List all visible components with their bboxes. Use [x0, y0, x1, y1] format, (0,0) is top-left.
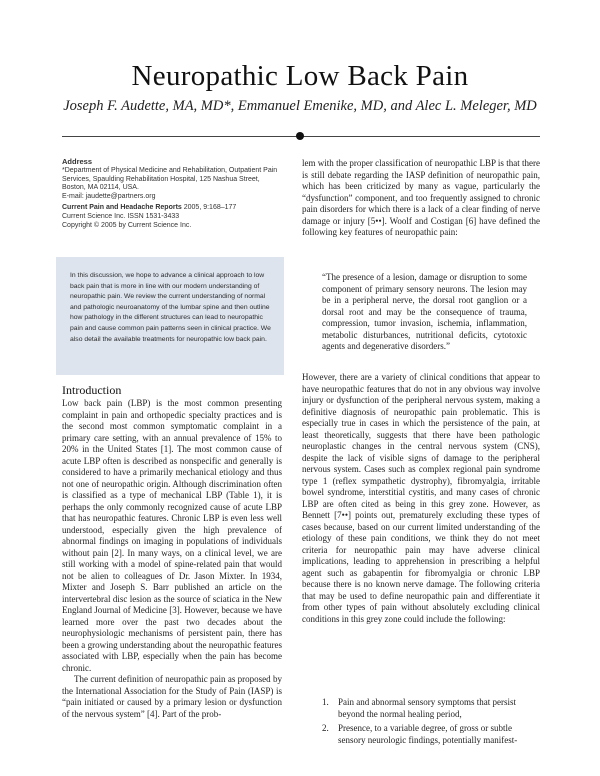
list-number: 2. [322, 723, 329, 733]
section-heading-introduction: Introduction [62, 383, 122, 397]
paragraph: Low back pain (LBP) is the most common presenting complaint in pain and orthopedic specialty practices and is the second most common symptomatic complaint in a primary care setting, with an annual prevalence of 15% to 20% in the United States [1]. The most common cause of acute LBP often is described as nonspecific and generally is considered to have a primarily mechanical etiology and thus not one of neuropathic origin. Although discrimination often is classified as a type of mechanical LBP (Table 1), it is perhaps the only commonly recognized cause of acute LBP that has neuropathic features. Chronic LBP is even less well understood, especially given the high prevalence of abnormal findings on imaging in populations of individuals without pain [2]. In many ways, on a clinical level, we are still working with a model of spine-related pain that would not be alien to colleagues of Dr. Jason Mixter. In 1934, Mixter and Joseph S. Barr published an article on the intervertebral disc lesion as the source of sciatica in the New England Journal of Medicine [3]. However, because we have learned more over the past two decades about the neurophysiologic mechanisms of persistent pain, there has been a growing understanding about the neuropathic features associated with LBP, especially when the pain has become chronic. [62, 398, 282, 673]
rule-dot [296, 132, 304, 140]
address-email: E-mail: jaudette@partners.org [62, 193, 156, 201]
abstract-box: In this discussion, we hope to advance a clinical approach to low back pain that is more in line with our modern understanding of neuropathic pain. We review the current understanding of normal and pathologic neuroanatomy of the lumbar spine and then outline how pathology in the different structures can lead to neuropathic pain and cause common pain patterns seen in clinical practice. We also detail the available treatments for neuropathic low back pain. [56, 257, 284, 375]
article-title: Neuropathic Low Back Pain [131, 60, 469, 92]
issn-line: Current Science Inc. ISSN 1531-3433 [62, 212, 180, 220]
list-text: Presence, to a variable degree, of gross or subtle sensory neurologic findings, potentially manifest- [338, 723, 518, 745]
criteria-list [322, 697, 540, 749]
right-column-top [302, 158, 540, 239]
left-column-text [62, 398, 282, 720]
address-block [62, 158, 282, 230]
journal-citation [62, 204, 282, 213]
address-line: Services, Spaulding Rehabilitation Hospital, 125 Nashua Street, [62, 175, 260, 183]
author-line: Joseph F. Audette, MA, MD*, Emmanuel Emenike, MD, and Alec L. Meleger, MD [63, 98, 537, 114]
address-line: *Department of Physical Medicine and Rehabilitation, Outpatient Pain [62, 166, 278, 174]
block-quote: “The presence of a lesion, damage or disruption to some component of primary sensory neurons. The lesion may be in a peripheral nerve, the dorsal root ganglion or a dorsal root and may be the consequence of trauma, compression, tumor invasion, ischemia, inflammation, metabolic disturbances, nutritional deficits, cytotoxic agents and degenerative disorders.” [322, 272, 527, 351]
address-label: Address [62, 157, 93, 166]
right-column-body [302, 372, 540, 625]
journal-volume: 2005, 9:168–177 [181, 203, 237, 211]
list-item [322, 723, 540, 746]
paragraph: The current definition of neuropathic pain as proposed by the International Association for the Study of Pain (IASP) is “pain initiated or caused by a primary lesion or dysfunction of the nervous system” [4]. Part of the prob- [62, 674, 282, 719]
list-number: 1. [322, 697, 329, 707]
list-text: Pain and abnormal sensory symptoms that persist beyond the normal healing period, [338, 697, 516, 719]
address-line: Boston, MA 02114, USA. [62, 184, 139, 192]
list-item [322, 697, 540, 720]
paragraph: lem with the proper classification of neuropathic LBP is that there is still debate regarding the IASP definition of neuropathic pain, which has been criticized by many as vague, particularly the “dysfunction” component, and too frequently assigned to chronic pain disorders for which there is a lack of a clear finding of nerve damage or injury [5••]. Woolf and Costigan [6] have defined the following key features of neuropathic pain: [302, 158, 540, 237]
paragraph: However, there are a variety of clinical conditions that appear to have neuropathic features that do not in any obvious way involve injury or dysfunction of the peripheral nervous system, making a definitive diagnosis of neuropathic pain problematic. This is especially true in cases in which the persistence of the pain, at least theoretically, suggests that there have been pathologic neuroplastic changes in the central nervous system (CNS), despite the lack of visible signs of damage to the peripheral nervous system. Cases such as complex regional pain syndrome type 1 (reflex sympathetic dystrophy), fibromyalgia, irritable bowel syndrome, interstitial cystitis, and many cases of chronic LBP are often cited as being in this grey zone. However, as Bennett [7••] points out, prematurely excluding these types of cases because, based on our current limited understanding of the etiology of these pain conditions, we think they do not meet criteria for neuropathic pain may have adverse clinical implications, leading to apprehension in prescribing a helpful agent such as gabapentin for fibromyalgia or chronic LBP because there is no known nerve damage. The following criteria that may be used to define neuropathic pain and differentiate it from other types of pain without absolutely excluding clinical conditions in this grey zone could include the following: [302, 372, 540, 624]
copyright-line: Copyright © 2005 by Current Science Inc. [62, 221, 192, 229]
journal-name: Current Pain and Headache Reports [62, 203, 182, 211]
